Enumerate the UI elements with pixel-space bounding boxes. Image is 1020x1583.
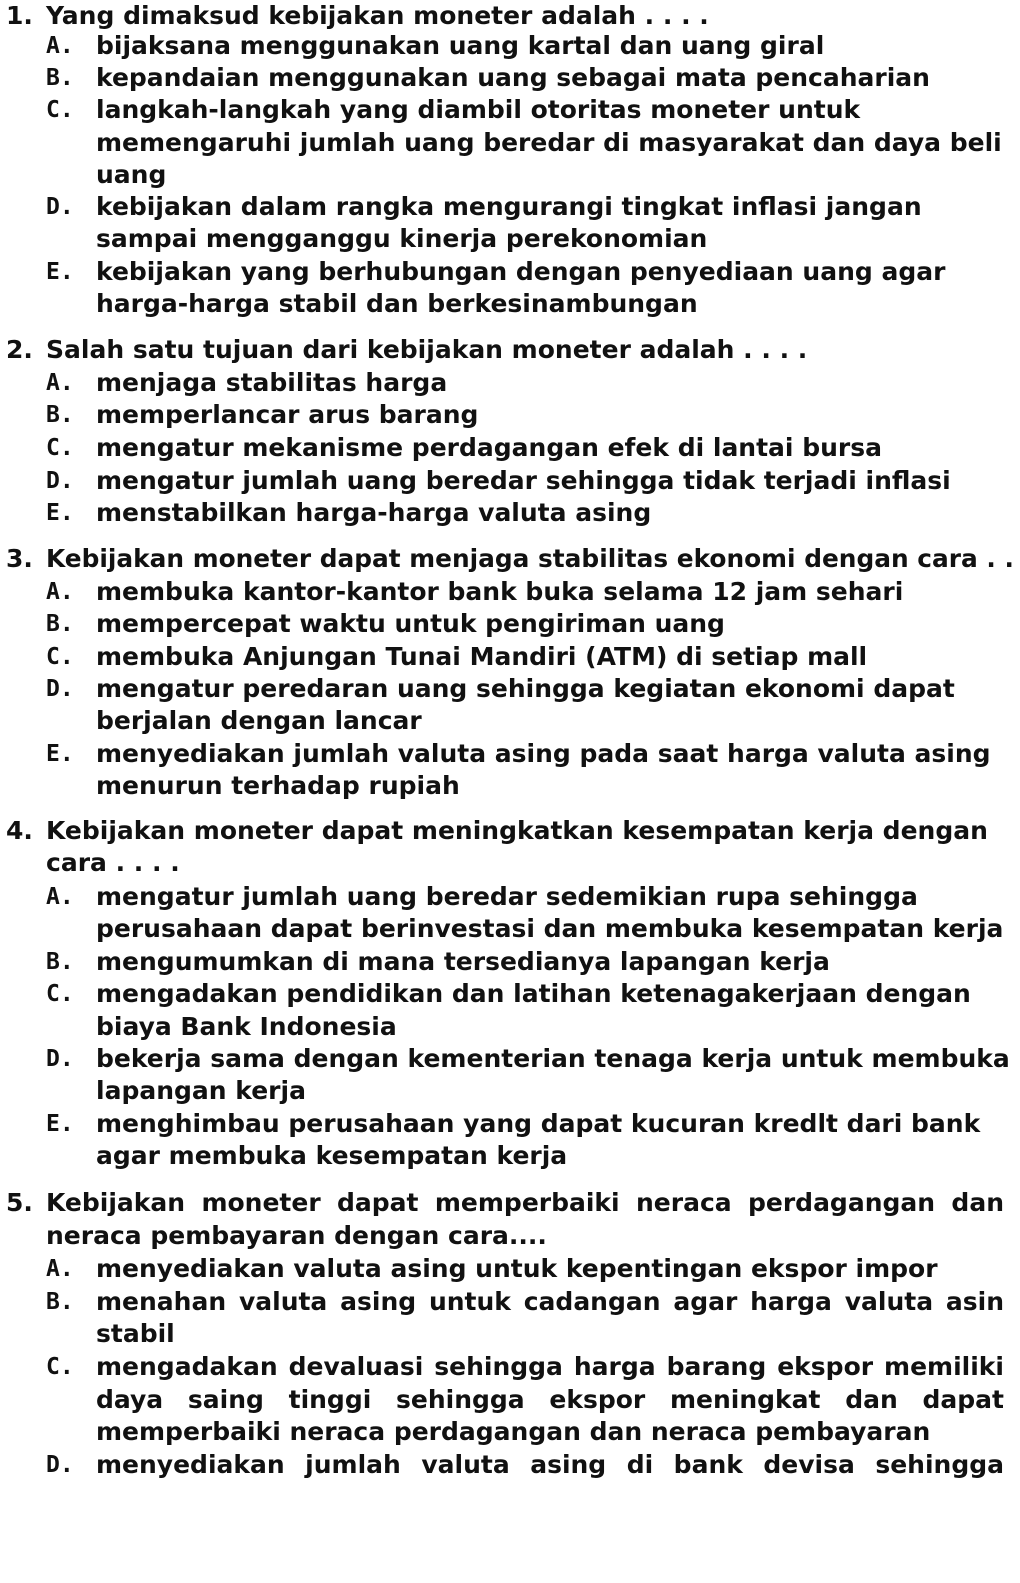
question-number: 5. bbox=[6, 1188, 33, 1217]
option-letter: A. bbox=[46, 579, 74, 605]
option-text: kebijakan yang berhubungan dengan penyediaan uang agar bbox=[96, 257, 946, 286]
option-letter: A. bbox=[46, 33, 74, 59]
option-text: bijaksana menggunakan uang kartal dan uang giral bbox=[96, 31, 825, 60]
option-letter: A. bbox=[46, 884, 74, 910]
question-number: 3. bbox=[6, 544, 33, 573]
option-text: perusahaan dapat berinvestasi dan membuka kesempatan kerja bbox=[96, 914, 1004, 943]
option-text: menahan valuta asing untuk cadangan agar harga valuta asin bbox=[96, 1287, 1004, 1316]
option-text: menyediakan jumlah valuta asing pada saat harga valuta asing bbox=[96, 739, 991, 768]
question-text: Kebijakan moneter dapat meningkatkan kesempatan kerja dengan bbox=[46, 816, 988, 845]
option-text: harga-harga stabil dan berkesinambungan bbox=[96, 289, 698, 318]
option-text: kebijakan dalam rangka mengurangi tingkat inflasi jangan bbox=[96, 192, 922, 221]
option-letter: B. bbox=[46, 611, 74, 637]
option-letter: C. bbox=[46, 97, 74, 123]
option-text: berjalan dengan lancar bbox=[96, 706, 422, 735]
option-text: menyediakan valuta asing untuk kepentingan ekspor impor bbox=[96, 1254, 938, 1283]
option-letter: B. bbox=[46, 949, 74, 975]
option-text: mengatur peredaran uang sehingga kegiatan ekonomi dapat bbox=[96, 674, 955, 703]
question-number: 2. bbox=[6, 335, 33, 364]
option-text: mengatur jumlah uang beredar sehingga tidak terjadi inflasi bbox=[96, 466, 951, 495]
option-text: mengatur mekanisme perdagangan efek di lantai bursa bbox=[96, 433, 882, 462]
option-letter: B. bbox=[46, 1289, 74, 1315]
question-text: Yang dimaksud kebijakan moneter adalah . . . . bbox=[46, 1, 709, 30]
option-letter: E. bbox=[46, 741, 74, 767]
option-letter: E. bbox=[46, 1111, 74, 1137]
option-letter: C. bbox=[46, 644, 74, 670]
option-letter: B. bbox=[46, 65, 74, 91]
option-letter: A. bbox=[46, 370, 74, 396]
option-letter: D. bbox=[46, 194, 74, 220]
option-letter: B. bbox=[46, 402, 74, 428]
option-text: uang bbox=[96, 160, 167, 189]
option-letter: C. bbox=[46, 981, 74, 1007]
option-text: menyediakan jumlah valuta asing di bank devisa sehingga bbox=[96, 1450, 1004, 1479]
option-text: biaya Bank Indonesia bbox=[96, 1012, 397, 1041]
option-text: bekerja sama dengan kementerian tenaga kerja untuk membuka bbox=[96, 1044, 1010, 1073]
option-text: mengumumkan di mana tersedianya lapangan kerja bbox=[96, 947, 830, 976]
question-text: Kebijakan moneter dapat menjaga stabilitas ekonomi dengan cara . . bbox=[46, 544, 1014, 573]
option-text: mengadakan pendidikan dan latihan ketenagakerjaan dengan bbox=[96, 979, 971, 1008]
option-text: mengatur jumlah uang beredar sedemikian rupa sehingga bbox=[96, 882, 918, 911]
question-text: Kebijakan moneter dapat memperbaiki neraca perdagangan dan bbox=[46, 1188, 1004, 1217]
option-text: memperlancar arus barang bbox=[96, 400, 479, 429]
option-letter: E. bbox=[46, 259, 74, 285]
option-text: mengadakan devaluasi sehingga harga barang ekspor memiliki bbox=[96, 1352, 1004, 1381]
option-text: membuka kantor-kantor bank buka selama 12 jam sehari bbox=[96, 577, 904, 606]
option-letter: D. bbox=[46, 676, 74, 702]
option-text: lapangan kerja bbox=[96, 1076, 306, 1105]
option-text: stabil bbox=[96, 1319, 175, 1348]
option-text: sampai mengganggu kinerja perekonomian bbox=[96, 224, 708, 253]
option-text: mempercepat waktu untuk pengiriman uang bbox=[96, 609, 725, 638]
question-text: neraca pembayaran dengan cara.... bbox=[46, 1221, 547, 1250]
option-text: menjaga stabilitas harga bbox=[96, 368, 448, 397]
option-text: membuka Anjungan Tunai Mandiri (ATM) di setiap mall bbox=[96, 642, 868, 671]
option-text: daya saing tinggi sehingga ekspor meningkat dan dapat bbox=[96, 1385, 1004, 1414]
option-letter: D. bbox=[46, 1046, 74, 1072]
option-letter: D. bbox=[46, 1452, 74, 1478]
option-text: kepandaian menggunakan uang sebagai mata pencaharian bbox=[96, 63, 930, 92]
option-text: menghimbau perusahaan yang dapat kucuran kredlt dari bank bbox=[96, 1109, 981, 1138]
question-number: 1. bbox=[6, 1, 33, 30]
option-letter: E. bbox=[46, 500, 74, 526]
option-text: langkah-langkah yang diambil otoritas moneter untuk bbox=[96, 95, 861, 124]
question-text: cara . . . . bbox=[46, 848, 180, 877]
option-text: memengaruhi jumlah uang beredar di masyarakat dan daya beli bbox=[96, 128, 1002, 157]
question-text: Salah satu tujuan dari kebijakan moneter adalah . . . . bbox=[46, 335, 808, 364]
option-letter: D. bbox=[46, 468, 74, 494]
option-letter: A. bbox=[46, 1256, 74, 1282]
option-text: memperbaiki neraca perdagangan dan neraca pembayaran bbox=[96, 1417, 931, 1446]
option-text: menstabilkan harga-harga valuta asing bbox=[96, 498, 652, 527]
option-text: menurun terhadap rupiah bbox=[96, 771, 460, 800]
option-letter: C. bbox=[46, 435, 74, 461]
question-number: 4. bbox=[6, 816, 33, 845]
option-letter: C. bbox=[46, 1354, 74, 1380]
option-text: agar membuka kesempatan kerja bbox=[96, 1141, 568, 1170]
